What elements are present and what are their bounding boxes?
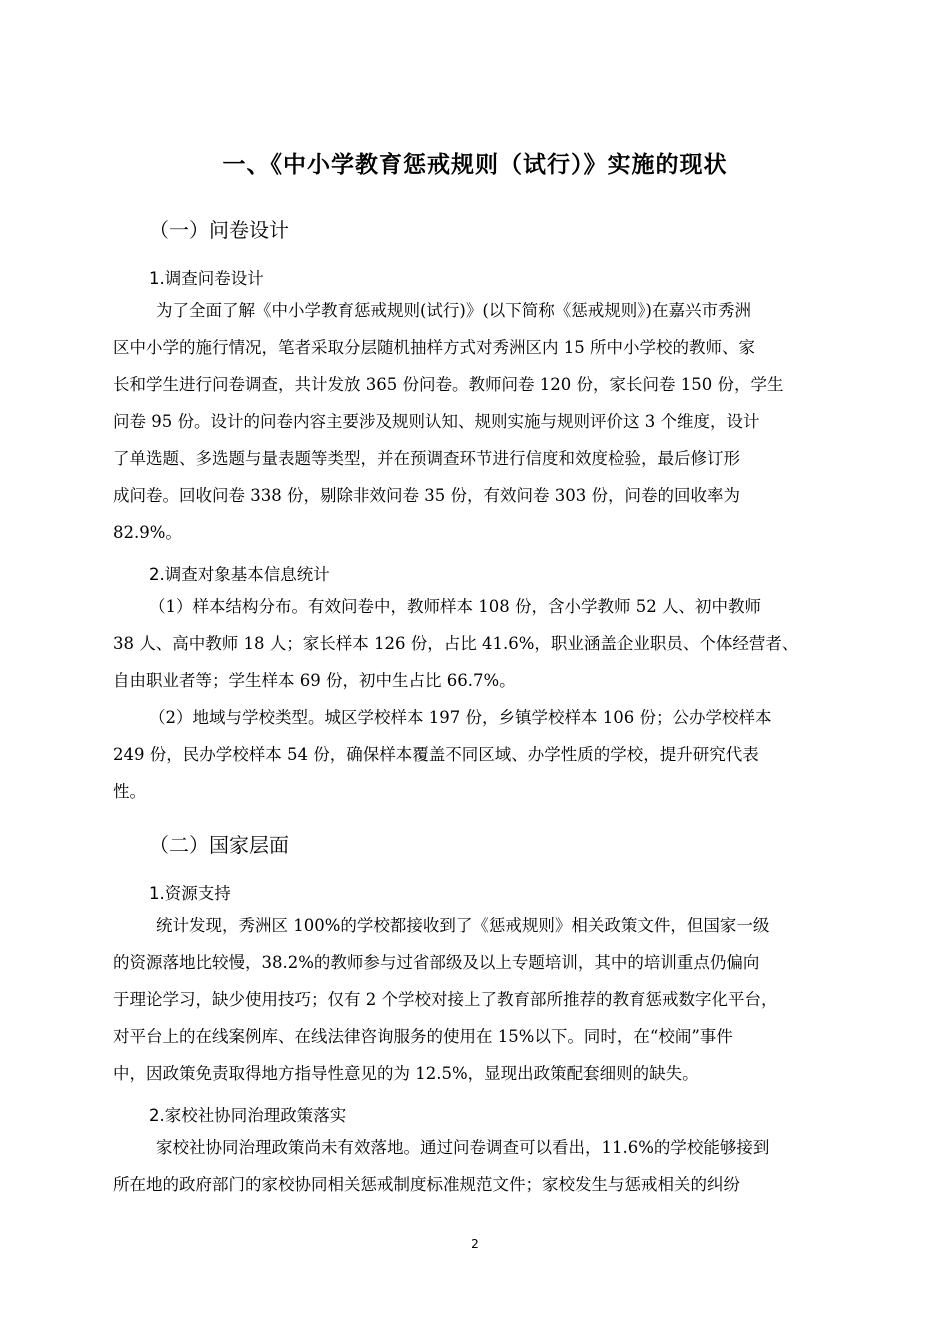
paragraph-line: 问卷 95 份。设计的问卷内容主要涉及规则认知、规则实施与规则评价这 3 个维度，设计	[113, 412, 760, 431]
paragraph-line: 自由职业者等；学生样本 69 份，初中生占比 66.7%。	[113, 671, 516, 690]
subheading-questionnaire-design: 1.调查问卷设计	[149, 269, 264, 288]
paragraph-line: 长和学生进行问卷调查，共计发放 365 份问卷。教师问卷 120 份，家长问卷 150 份，学生	[113, 375, 784, 394]
paragraph-line: 38 人、高中教师 18 人；家长样本 126 份，占比 41.6%，职业涵盖企业职员、个体经营者、	[113, 634, 799, 653]
paragraph-line: 的资源落地比较慢，38.2%的教师参与过省部级及以上专题培训，其中的培训重点仍偏向	[113, 953, 760, 972]
paragraph-line: （1）样本结构分布。有效问卷中，教师样本 108 份，含小学教师 52 人、初中教师	[149, 597, 761, 616]
section-heading-questionnaire-design: （一）问卷设计	[149, 218, 289, 242]
paragraph-line: 249 份，民办学校样本 54 份，确保样本覆盖不同区域、办学性质的学校，提升研究代表	[113, 745, 759, 764]
paragraph-line: 为了全面了解《中小学教育惩戒规则(试行)》(以下简称《惩戒规则》)在嘉兴市秀洲	[156, 301, 751, 320]
document-title: 一、《中小学教育惩戒规则（试行）》实施的现状	[222, 152, 728, 178]
paragraph-line: 区中小学的施行情况，笔者采取分层随机抽样方式对秀洲区内 15 所中小学校的教师、家	[113, 338, 755, 357]
subheading-home-school-community: 2.家校社协同治理政策落实	[149, 1106, 347, 1125]
paragraph-line: 成问卷。回收问卷 338 份，剔除非效问卷 35 份，有效问卷 303 份，问卷的回收率为	[113, 486, 740, 505]
paragraph-line: 了单选题、多选题与量表题等类型，并在预调查环节进行信度和效度检验，最后修订形	[113, 449, 740, 468]
paragraph-line: 家校社协同治理政策尚未有效落地。通过问卷调查可以看出，11.6%的学校能够接到	[156, 1138, 770, 1157]
subheading-respondent-statistics: 2.调查对象基本信息统计	[149, 565, 330, 584]
paragraph-line: （2）地域与学校类型。城区学校样本 197 份，乡镇学校样本 106 份；公办学校样本	[149, 708, 772, 727]
paragraph-line: 统计发现，秀洲区 100%的学校都接收到了《惩戒规则》相关政策文件，但国家一级	[156, 916, 770, 935]
paragraph-line: 于理论学习，缺少使用技巧；仅有 2 个学校对接上了教育部所推荐的教育惩戒数字化平台，	[113, 990, 778, 1009]
paragraph-line: 对平台上的在线案例库、在线法律咨询服务的使用在 15%以下。同时，在“校闹”事件	[113, 1027, 733, 1046]
subheading-resource-support: 1.资源支持	[149, 884, 231, 903]
section-heading-national-level: （二）国家层面	[149, 833, 289, 857]
paragraph-line: 性。	[113, 782, 146, 801]
paragraph-line: 中，因政策免责取得地方指导性意见的为 12.5%，显现出政策配套细则的缺失。	[113, 1064, 699, 1083]
paragraph-line: 所在地的政府部门的家校协同相关惩戒制度标准规范文件；家校发生与惩戒相关的纠纷	[113, 1175, 740, 1194]
paragraph-line: 82.9%。	[113, 523, 182, 542]
page-number: 2	[471, 1237, 479, 1251]
